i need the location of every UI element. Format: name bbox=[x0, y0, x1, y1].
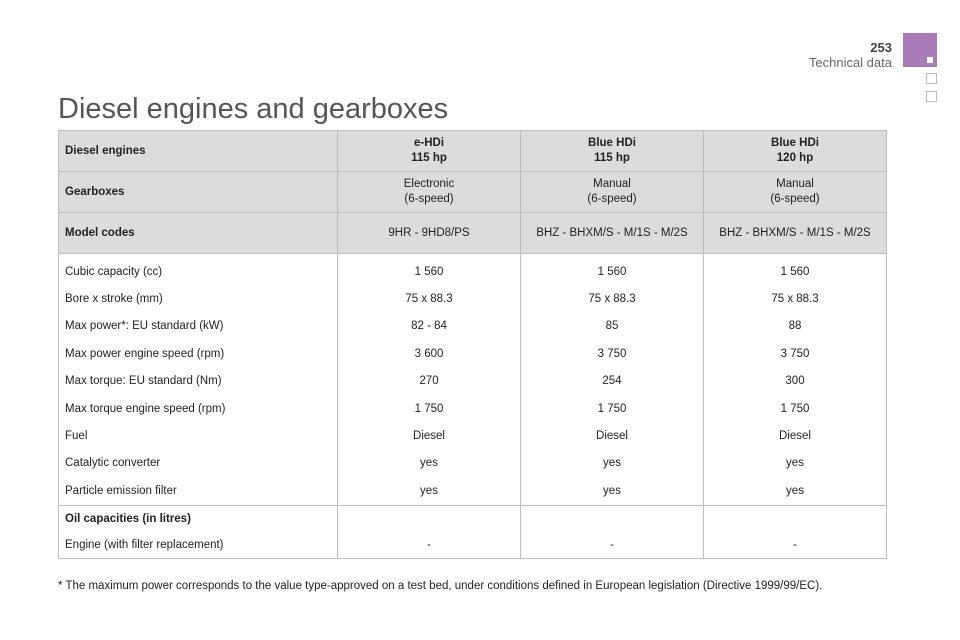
row-label: Particle emission filter bbox=[59, 477, 338, 505]
chapter-tab-active[interactable] bbox=[903, 33, 937, 67]
table-cell: yes bbox=[338, 477, 521, 505]
table-cell: 3 600 bbox=[338, 340, 521, 367]
row-label: Max torque engine speed (rpm) bbox=[59, 395, 338, 422]
row-label: Engine (with filter replacement) bbox=[59, 532, 338, 559]
table-row bbox=[59, 422, 887, 449]
row-label: Bore x stroke (mm) bbox=[59, 285, 338, 312]
table-cell: yes bbox=[704, 477, 887, 505]
table-cell: yes bbox=[521, 477, 704, 505]
row-label: Gearboxes bbox=[59, 172, 338, 213]
page-number: 253 bbox=[870, 40, 892, 55]
table-cell: 75 x 88.3 bbox=[521, 285, 704, 312]
table-row bbox=[59, 450, 887, 477]
table-cell: - bbox=[521, 532, 704, 559]
table-cell: 1 560 bbox=[521, 254, 704, 286]
tab-marker-icon bbox=[927, 57, 933, 63]
chapter-tab[interactable] bbox=[926, 73, 937, 84]
row-label: Catalytic converter bbox=[59, 450, 338, 477]
table-cell: 1 750 bbox=[521, 395, 704, 422]
table-row bbox=[59, 368, 887, 395]
row-label: Max power engine speed (rpm) bbox=[59, 340, 338, 367]
model-code-cell: 9HR - 9HD8/PS bbox=[338, 213, 521, 254]
model-code-cell: BHZ - BHXM/S - M/1S - M/2S bbox=[521, 213, 704, 254]
specs-table bbox=[58, 130, 887, 559]
table-cell: 75 x 88.3 bbox=[338, 285, 521, 312]
table-cell: 88 bbox=[704, 313, 887, 340]
engine-col-1: e-HDi 115 hp bbox=[338, 131, 521, 172]
row-label: Model codes bbox=[59, 213, 338, 254]
table-row bbox=[59, 285, 887, 312]
section-label: Technical data bbox=[808, 55, 892, 70]
model-code-cell: BHZ - BHXM/S - M/1S - M/2S bbox=[704, 213, 887, 254]
table-cell: 82 - 84 bbox=[338, 313, 521, 340]
engine-col-2: Blue HDi 115 hp bbox=[521, 131, 704, 172]
table-cell: 3 750 bbox=[704, 340, 887, 367]
table-cell: Diesel bbox=[521, 422, 704, 449]
row-label: Fuel bbox=[59, 422, 338, 449]
table-cell: 75 x 88.3 bbox=[704, 285, 887, 312]
table-cell: 270 bbox=[338, 368, 521, 395]
footnote: * The maximum power corresponds to the value type-approved on a test bed, under conditions defined in European legislation (Directive 1999/99/EC). bbox=[58, 580, 823, 592]
oil-row bbox=[59, 532, 887, 559]
table-row bbox=[59, 340, 887, 367]
engine-col-3: Blue HDi 120 hp bbox=[704, 131, 887, 172]
table-cell: 254 bbox=[521, 368, 704, 395]
row-label: Max torque: EU standard (Nm) bbox=[59, 368, 338, 395]
table-row bbox=[59, 395, 887, 422]
gearboxes-row bbox=[59, 172, 887, 213]
table-cell bbox=[704, 505, 887, 532]
engines-row bbox=[59, 131, 887, 172]
table-cell: Diesel bbox=[338, 422, 521, 449]
table-cell: 1 560 bbox=[704, 254, 887, 286]
row-label: Diesel engines bbox=[59, 131, 338, 172]
table-cell bbox=[521, 505, 704, 532]
table-cell: 85 bbox=[521, 313, 704, 340]
table-cell: - bbox=[338, 532, 521, 559]
table-row bbox=[59, 477, 887, 505]
table-row bbox=[59, 254, 887, 286]
table-cell: 1 750 bbox=[704, 395, 887, 422]
oil-heading: Oil capacities (in litres) bbox=[59, 505, 338, 532]
model-codes-row bbox=[59, 213, 887, 254]
page-title: Diesel engines and gearboxes bbox=[58, 93, 449, 125]
table-cell bbox=[338, 505, 521, 532]
table-cell: 1 750 bbox=[338, 395, 521, 422]
table-cell: yes bbox=[521, 450, 704, 477]
table-cell: 1 560 bbox=[338, 254, 521, 286]
table-cell: 3 750 bbox=[521, 340, 704, 367]
oil-heading-row bbox=[59, 505, 887, 532]
gearbox-col-1: Electronic (6-speed) bbox=[338, 172, 521, 213]
table-cell: 300 bbox=[704, 368, 887, 395]
gearbox-col-2: Manual (6-speed) bbox=[521, 172, 704, 213]
table-cell: yes bbox=[338, 450, 521, 477]
chapter-tab[interactable] bbox=[926, 91, 937, 102]
table-row bbox=[59, 313, 887, 340]
gearbox-col-3: Manual (6-speed) bbox=[704, 172, 887, 213]
table-cell: Diesel bbox=[704, 422, 887, 449]
table-cell: yes bbox=[704, 450, 887, 477]
row-label: Max power*: EU standard (kW) bbox=[59, 313, 338, 340]
table-cell: - bbox=[704, 532, 887, 559]
row-label: Cubic capacity (cc) bbox=[59, 254, 338, 286]
